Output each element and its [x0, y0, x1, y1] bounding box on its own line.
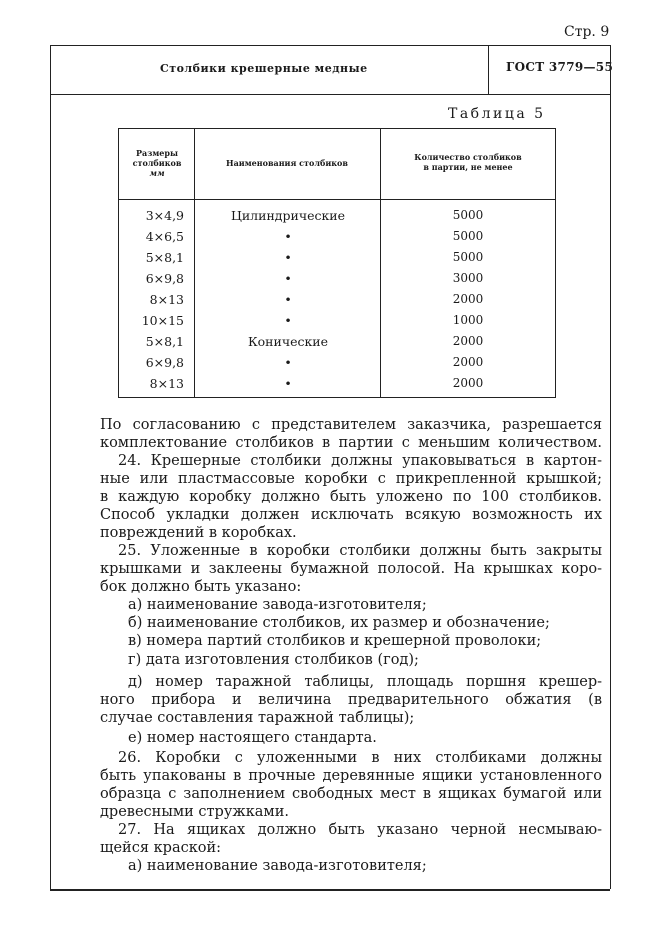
header-qty-line2: в партии, не менее [423, 162, 513, 172]
paragraph-25-line3: бок должно быть указано: [100, 579, 302, 595]
paragraph-agreement-line1: По согласованию с представителем заказчика, разрешается [100, 417, 602, 433]
table-cell-size: 6×9,8 [145, 355, 184, 370]
table-cell-size: 6×9,8 [145, 271, 184, 286]
page-number: Стр. 9 [564, 24, 610, 40]
header-size-unit: мм [149, 168, 165, 178]
paragraph-26-line4: древесными стружками. [100, 804, 289, 820]
list-item-d-line3: случае составления таражной таблицы); [100, 710, 415, 726]
table-cell-size: 3×4,9 [145, 208, 184, 223]
paragraph-25-line1: 25. Уложенные в коробки столбики должны быть закрыты [118, 543, 602, 559]
paragraph-24-line4: Способ укладки должен исключать всякую возможность их [100, 507, 602, 523]
frame-left-rule [50, 45, 51, 889]
table-cell-name: • [284, 250, 292, 265]
table-cell-name: Конические [247, 334, 329, 349]
frame-right-rule [610, 45, 611, 889]
header-size [120, 148, 194, 178]
table-cell-size: 8×13 [149, 292, 184, 307]
paragraph-26-line3: образца с заполнением свободных мест в ящиках бумагой или [100, 786, 602, 802]
table-cell-qty: 5000 [452, 250, 484, 264]
paragraph-27-line2: щейся краской: [100, 840, 222, 856]
list-item-a-2: а) наименование завода-изготовителя; [128, 858, 427, 874]
table-header-rule [118, 199, 556, 200]
header-size-line1: Размеры [136, 148, 178, 158]
header-bottom-rule [50, 94, 610, 95]
table-cell-size: 5×8,1 [145, 334, 184, 349]
table-cell-name: • [284, 313, 292, 328]
list-item-b: б) наименование столбиков, их размер и обозначение; [128, 615, 550, 631]
table-cell-name: • [284, 376, 292, 391]
list-item-g: г) дата изготовления столбиков (год); [128, 652, 419, 668]
table-cell-qty: 2000 [452, 355, 484, 369]
table-cell-size: 5×8,1 [145, 250, 184, 265]
list-item-e: е) номер настоящего стандарта. [128, 730, 377, 746]
paragraph-26-line2: быть упакованы в прочные деревянные ящики установленного [100, 768, 602, 784]
paragraph-agreement-line2: комплектование столбиков в партии с меньшим количеством. [100, 435, 602, 451]
table-cell-qty: 2000 [452, 292, 484, 306]
paragraph-24-line5: повреждений в коробках. [100, 525, 297, 541]
paragraph-25-line2: крышками и заклеены бумажной полосой. На крышках коро- [100, 561, 602, 577]
table-cell-name: • [284, 271, 292, 286]
table-cell-qty: 3000 [452, 271, 484, 285]
list-item-d-line1: д) номер таражной таблицы, площадь поршня крешер- [128, 674, 602, 690]
table-cell-qty: 5000 [452, 229, 484, 243]
table-cell-name: • [284, 355, 292, 370]
paragraph-24-line1: 24. Крешерные столбики должны упаковываться в картон- [118, 453, 602, 469]
table-cell-qty: 5000 [452, 208, 484, 222]
table-cell-name: • [284, 229, 292, 244]
paragraph-27-line1: 27. На ящиках должно быть указано черной несмываю- [118, 822, 602, 838]
table-label: Таблица 5 [448, 106, 546, 122]
header-top-rule [50, 45, 610, 46]
frame-bottom-rule [50, 889, 610, 891]
table-col-divider-1 [194, 128, 195, 398]
header-qty [380, 152, 556, 172]
document-title: Столбики крешерные медные [160, 62, 368, 75]
list-item-d-line2: ного прибора и величина предварительного обжатия (в [100, 692, 602, 708]
header-size-line2: столбиков [132, 158, 182, 168]
table-cell-name: • [284, 292, 292, 307]
table-cell-size: 8×13 [149, 376, 184, 391]
list-item-v: в) номера партий столбиков и крешерной проволоки; [128, 633, 542, 649]
table-cell-size: 4×6,5 [145, 229, 184, 244]
table-cell-qty: 1000 [452, 313, 484, 327]
table-cell-size: 10×15 [141, 313, 184, 328]
header-divider [488, 45, 489, 95]
table-cell-name: Цилиндрические [230, 208, 346, 223]
paragraph-24-line3: в каждую коробку должно быть уложено по 100 столбиков. [100, 489, 602, 505]
table-cell-qty: 2000 [452, 334, 484, 348]
list-item-a: а) наименование завода-изготовителя; [128, 597, 427, 613]
paragraph-26-line1: 26. Коробки с уложенными в них столбиками должны [118, 750, 602, 766]
table-cell-qty: 2000 [452, 376, 484, 390]
header-qty-line1: Количество столбиков [414, 152, 522, 162]
header-name: Наименования столбиков [226, 158, 348, 168]
standard-number: ГОСТ 3779—55 [506, 60, 614, 74]
paragraph-24-line2: ные или пластмассовые коробки с прикрепленной крышкой; [100, 471, 602, 487]
